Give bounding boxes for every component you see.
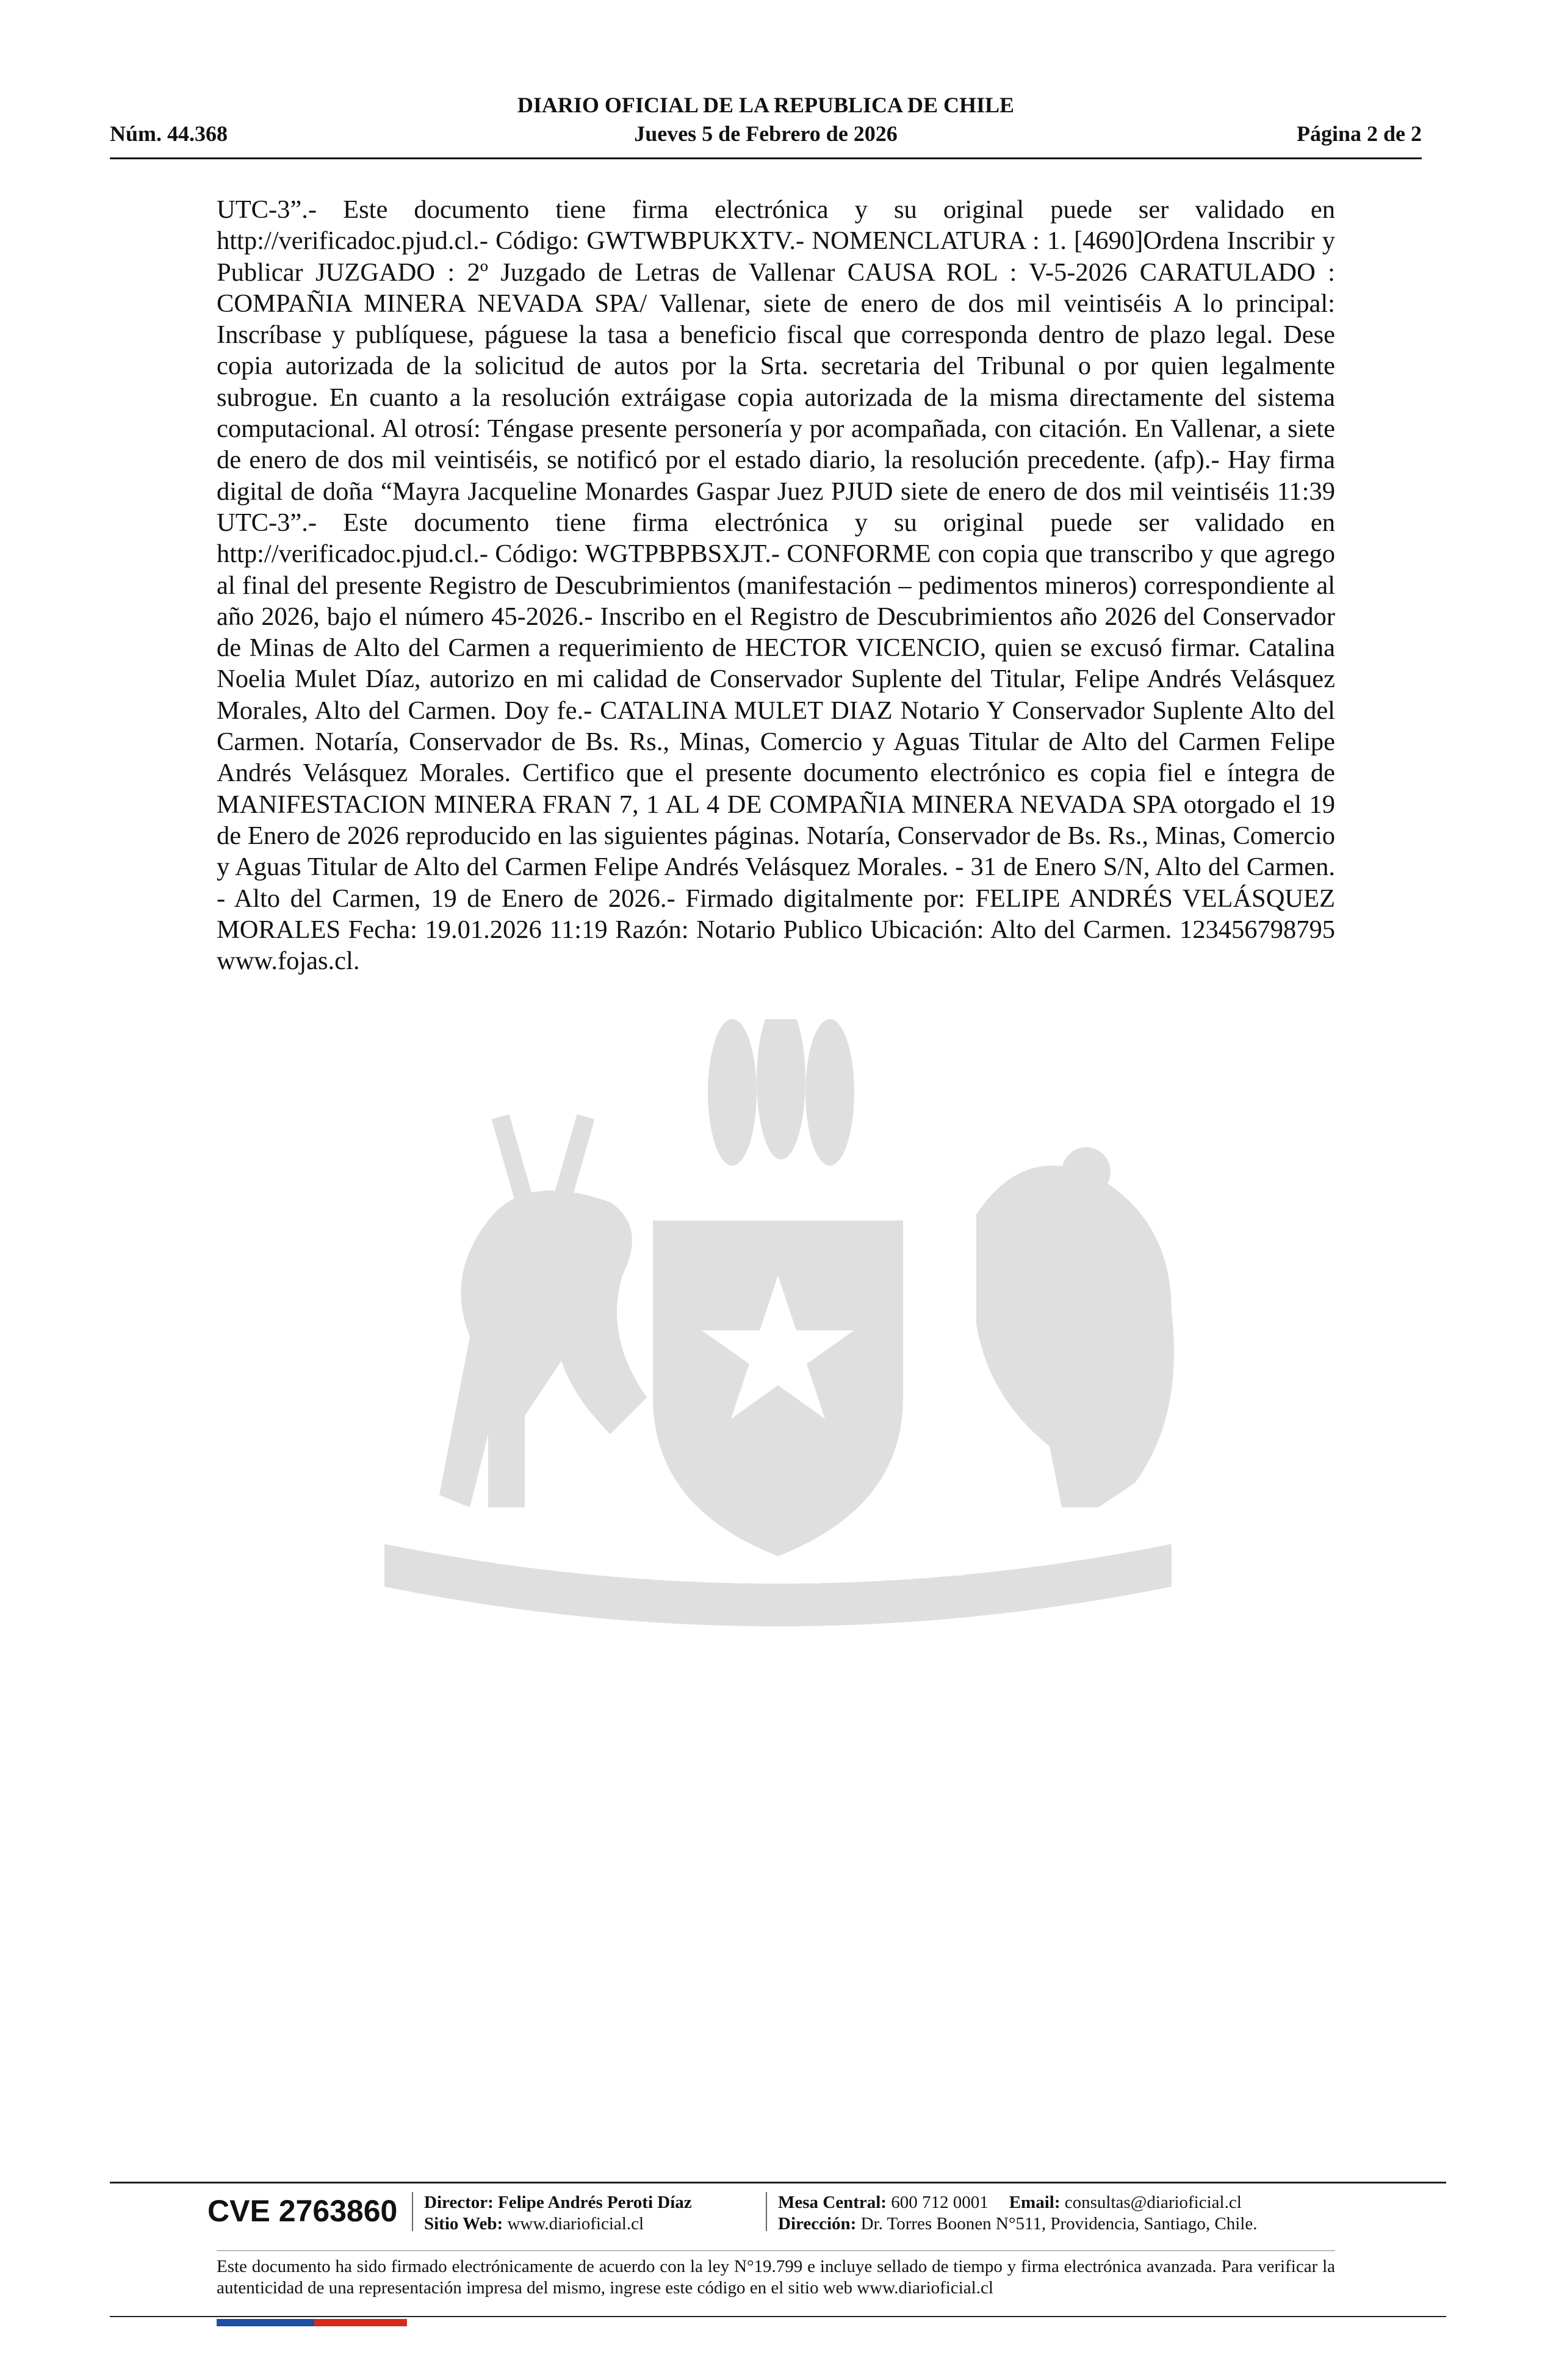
flag-blue-stripe [217, 2319, 314, 2326]
newspaper-title: DIARIO OFICIAL DE LA REPUBLICA DE CHILE [517, 93, 1015, 117]
director-line: Director: Felipe Andrés Peroti Díaz [424, 2193, 692, 2212]
chilean-coat-of-arms-icon [183, 1019, 1373, 1697]
page-header [110, 92, 1422, 149]
flag-red-stripe [314, 2319, 407, 2326]
footer-director-block [424, 2192, 692, 2235]
address-line: Dirección: Dr. Torres Boonen N°511, Providencia, Santiago, Chile. [778, 2214, 1258, 2234]
footer-separator [412, 2192, 413, 2231]
website-link[interactable]: www.diarioficial.cl [507, 2214, 644, 2234]
email-link[interactable]: consultas@diarioficial.cl [1064, 2193, 1242, 2212]
contact-line: Mesa Central: 600 712 0001 Email: consultas@diarioficial.cl [778, 2193, 1242, 2212]
header-row [110, 118, 1422, 149]
document-body [217, 194, 1335, 976]
address-value: Dr. Torres Boonen N°511, Providencia, Santiago, Chile. [860, 2214, 1258, 2234]
coat-of-arms-motto: POR LA RAZON O LA FUERZA [458, 1525, 1098, 1593]
footer-contact-block [778, 2192, 1257, 2235]
footer-divider-mid [217, 2250, 1335, 2251]
issue-date: Jueves 5 de Febrero de 2026 [634, 121, 898, 146]
issue-number: Núm. 44.368 [110, 121, 228, 146]
header-divider [110, 157, 1422, 159]
page-indicator: Página 2 de 2 [1296, 121, 1422, 146]
chile-flag-stripe [217, 2319, 407, 2326]
website-line: Sitio Web: www.diarioficial.cl [424, 2214, 644, 2234]
footer-divider-top [110, 2182, 1446, 2183]
body-paragraph: UTC-3”.- Este documento tiene firma electrónica y su original puede ser validado en http://verificadoc.pjud.cl.- Código: GWTWBPUKXTV.- NOMENCLATURA : 1. [4690]Ordena Inscribir y Publicar JUZGADO : 2º Juzgado de Letras de Vallenar CAUSA ROL : V-5-2026 CARATULADO : COMPAÑIA MINERA NEVADA SPA/ Vallenar, siete de enero de dos mil veintiséis A lo principal: Inscríbase y publíquese, páguese la tasa a beneficio fiscal que corresponda dentro de plazo legal. Dese copia autorizada de la solicitud de autos por la Srta. secretaria del Tribunal o por quien legalmente subrogue. En cuanto a la resolución extráigase copia autorizada de la misma directamente del sistema computacional. Al otrosí: Téngase presente personería y por acompañada, con citación. En Vallenar, a siete de enero de dos mil veintiséis, se notificó por el estado diario, la resolución precedente. (afp).- Hay firma digital de doña “Mayra Jacqueline Monardes Gaspar Juez PJUD siete de enero de dos mil veintiséis 11:39 UTC-3”.- Este documento tiene firma electrónica y su original puede ser validado en http://verificadoc.pjud.cl.- Código: WGTPBPBSXJT.- CONFORME con copia que transcribo y que agrego al final del presente Registro de Descubrimientos (manifestación – pedimentos mineros) correspondiente al año 2026, bajo el número 45-2026.- Inscribo en el Registro de Descubrimientos año 2026 del Conservador de Minas de Alto del Carmen a requerimiento de HECTOR VICENCIO, quien se excusó firmar. Catalina Noelia Mulet Díaz, autorizo en mi calidad de Conservador Suplente del Titular, Felipe Andrés Velásquez Morales, Alto del Carmen. Doy fe.- CATALINA MULET DIAZ Notario Y Conservador Suplente Alto del Carmen. Notaría, Conservador de Bs. Rs., Minas, Comercio y Aguas Titular de Alto del Carmen Felipe Andrés Velásquez Morales. Certifico que el presente documento electrónico es copia fiel e íntegra de MANIFESTACION MINERA FRAN 7, 1 AL 4 DE COMPAÑIA MINERA NEVADA SPA otorgado el 19 de Enero de 2026 reproducido en las siguientes páginas. Notaría, Conservador de Bs. Rs., Minas, Comercio y Aguas Titular de Alto del Carmen Felipe Andrés Velásquez Morales. - 31 de Enero S/N, Alto del Carmen. - Alto del Carmen, 19 de Enero de 2026.- Firmado digitalmente por: FELIPE ANDRÉS VELÁSQUEZ MORALES Fecha: 19.01.2026 11:19 Razón: Notario Publico Ubicación: Alto del Carmen. 123456798795 www.fojas.cl. [217, 195, 1335, 976]
phone-number: 600 712 0001 [891, 2193, 989, 2212]
footer-divider-bottom [110, 2316, 1446, 2317]
cve-code: CVE 2763860 [207, 2194, 398, 2228]
footer-separator [766, 2192, 767, 2231]
footer-disclaimer: Este documento ha sido firmado electrónicamente de acuerdo con la ley N°19.799 e incluye sellado de tiempo y firma electrónica avanzada. Para verificar la autenticidad de una representación impresa del mismo, ingrese este código en el sitio web www.diarioficial.cl [217, 2257, 1335, 2298]
